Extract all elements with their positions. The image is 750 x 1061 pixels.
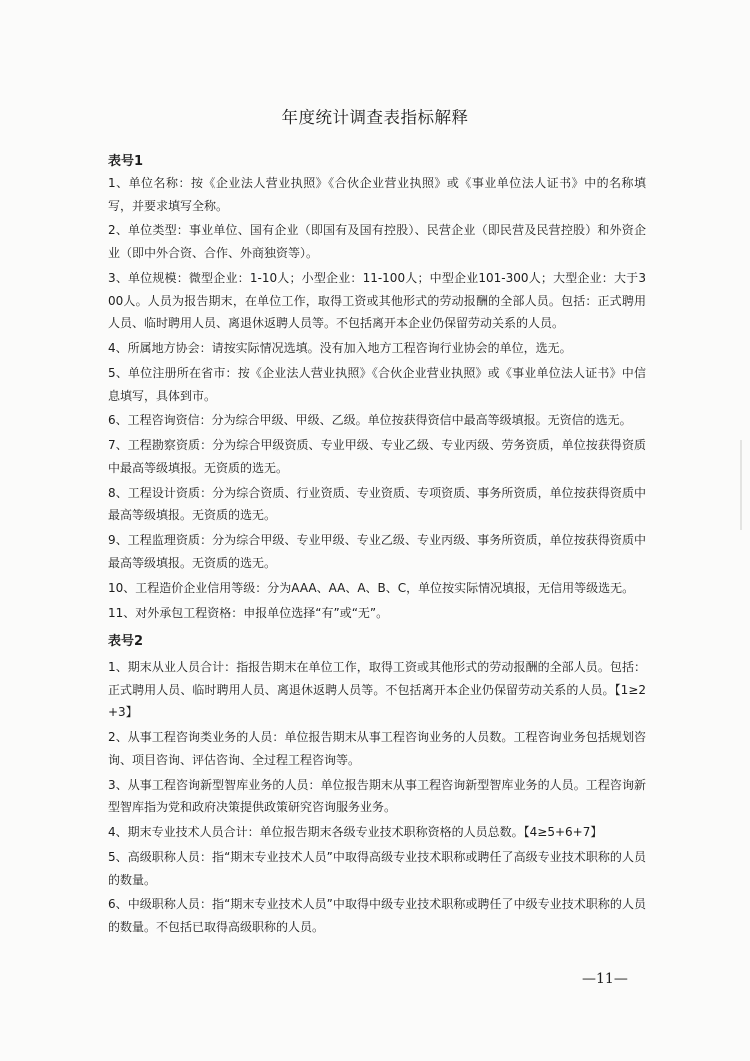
page-number: —11— (582, 971, 628, 987)
section-1-item-4: 4、所属地方协会：请按实际情况选填。没有加入地方工程咨询行业协会的单位，选无。 (108, 341, 572, 356)
section-2-item-3: 3、从事工程咨询新型智库业务的人员：单位报告期末从事工程咨询新型智库业务的人员。工程咨询新型智库指为党和政府决策提供政策研究咨询服务业务。 (108, 777, 646, 815)
section-2-item-5: 5、高级职称人员：指“期末专业技术人员”中取得高级专业技术职称或聘任了高级专业技术职称的人员的数量。 (108, 849, 646, 887)
section-1-item-6: 6、工程咨询资信：分为综合甲级、甲级、乙级。单位按获得资信中最高等级填报。无资信的选无。 (108, 413, 632, 428)
section-1-item-8: 8、工程设计资质：分为综合资质、行业资质、专业资质、专项资质、事务所资质，单位按获得资质中最高等级填报。无资质的选无。 (108, 485, 646, 523)
section-1-item-1: 1、单位名称：按《企业法人营业执照》《合伙企业营业执照》或《事业单位法人证书》中的名称填写，并要求填写全称。 (108, 176, 646, 213)
scan-edge-mark (740, 440, 742, 530)
section-1-list (108, 172, 646, 627)
section-2-title: 表号2 (108, 634, 144, 649)
section-1-item-2: 2、单位类型：事业单位、国有企业（即国有及国有控股）、民营企业（即民营及民营控股）和外资企业（即中外合资、合作、外商独资等）。 (108, 223, 646, 261)
section-1-item-9: 9、工程监理资质：分为综合甲级、专业甲级、专业乙级、专业丙级、事务所资质，单位按获得资质中最高等级填报。无资质的选无。 (108, 533, 646, 570)
section-1-item-7: 7、工程勘察资质：分为综合甲级资质、专业甲级、专业乙级、专业丙级、劳务资质，单位按获得资质中最高等级填报。无资质的选无。 (108, 438, 646, 475)
section-2-list (108, 656, 646, 941)
section-2-item-6: 6、中级职称人员：指“期末专业技术人员”中取得中级专业技术职称或聘任了中级专业技术职称的人员的数量。不包括已取得高级职称的人员。 (108, 897, 646, 935)
section-1-item-3: 3、单位规模：微型企业：1-10人；小型企业：11-100人；中型企业101-300人；大型企业：大于300人。人员为报告期末，在单位工作，取得工资或其他形式的劳动报酬的全部人员。包括：正式聘用人员、临时聘用人员、离退休返聘人员等。不包括离开本企业仍保留劳动关系的人员。 (108, 270, 646, 331)
document-title: 年度统计调查表指标解释 (281, 108, 469, 127)
section-1-item-5: 5、单位注册所在省市：按《企业法人营业执照》《合伙企业营业执照》或《事业单位法人证书》中信息填写，具体到市。 (108, 365, 646, 403)
section-2-item-2: 2、从事工程咨询类业务的人员：单位报告期末从事工程咨询业务的人员数。工程咨询业务包括规划咨询、项目咨询、评估咨询、全过程工程咨询等。 (108, 730, 646, 767)
section-2-item-4: 4、期末专业技术人员合计：单位报告期末各级专业技术职称资格的人员总数。【4≥5+6+7】 (108, 825, 603, 840)
section-1-title: 表号1 (108, 154, 144, 169)
section-2-item-1: 1、期末从业人员合计：指报告期末在单位工作，取得工资或其他形式的劳动报酬的全部人员。包括：正式聘用人员、临时聘用人员、离退休返聘人员等。不包括离开本企业仍保留劳动关系的人员。【1≥2+3】 (108, 660, 646, 720)
section-1-item-10: 10、工程造价企业信用等级：分为AAA、AA、A、B、C，单位按实际情况填报，无信用等级选无。 (108, 580, 635, 595)
section-1-item-11: 11、对外承包工程资格：申报单位选择“有”或“无”。 (108, 605, 389, 620)
